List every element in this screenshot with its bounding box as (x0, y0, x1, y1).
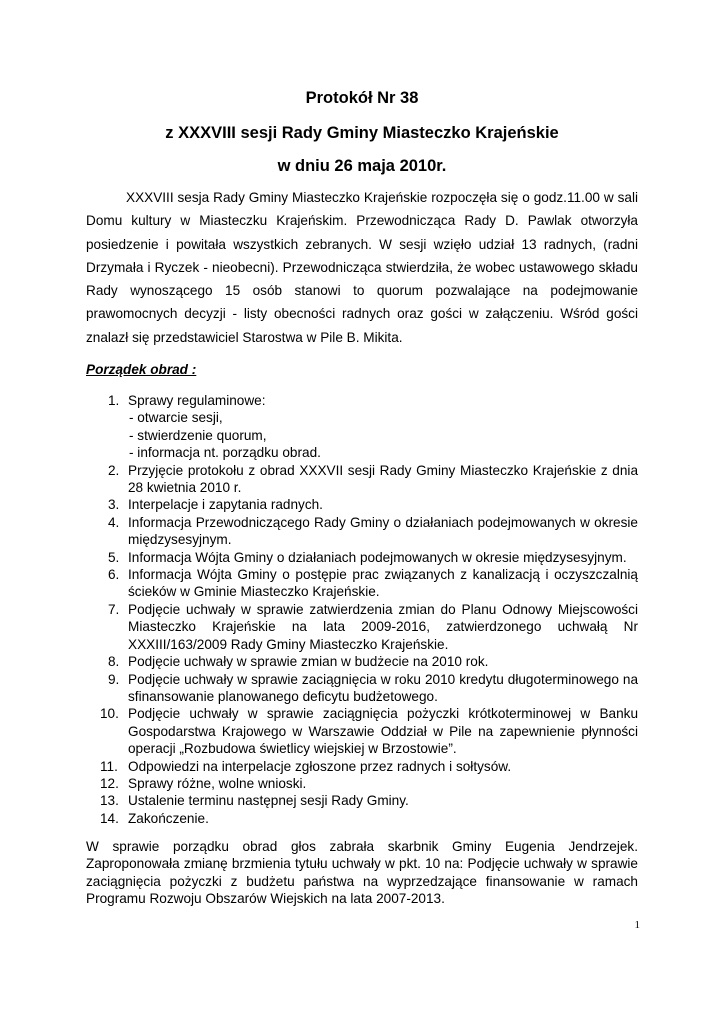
agenda-subitem: - stwierdzenie quorum, (129, 427, 267, 443)
agenda-item-number: 8. (108, 654, 120, 670)
agenda-item (86, 671, 638, 706)
closing-paragraph: W sprawie porządku obrad głos zabrała skarbnik Gminy Eugenia Jendrzejek. Zaproponowała zmianę brzmienia tytułu uchwały w pkt. 10 na: Podjęcie uchwały w sprawie zaciągnięcia pożyczki z budżetu państwa na wyprzedzające finansowanie w ramach Programu Rozwoju Obszarów Wiejskich na lata 2007-2013. (86, 839, 638, 907)
agenda-item-number: 3. (108, 497, 120, 513)
agenda-item-text: Interpelacje i zapytania radnych. (128, 497, 323, 513)
agenda-item-number: 4. (108, 514, 120, 530)
document-subtitle: z XXXVIII sesji Rady Gminy Miasteczko Krajeńskie (165, 124, 559, 142)
agenda-item-text: Przyjęcie protokołu z obrad XXXVII sesji Rady Gminy Miasteczko Krajeńskie z dnia 28 kwietnia 2010 r. (128, 462, 638, 496)
agenda-item (86, 462, 638, 497)
agenda-item-text: Podjęcie uchwały w sprawie zaciągnięcia pożyczki krótkoterminowej w Banku Gospodarstwa Krajowego w Warszawie Oddział w Pile na zapewnienie płynności operacji „Rozbudowa świetlicy wiejskiej w Brzostowie”. (128, 706, 638, 757)
intro-paragraph: XXXVIII sesja Rady Gminy Miasteczko Krajeńskie rozpoczęła się o godz.11.00 w sali Domu kultury w Miasteczku Krajeńskim. Przewodnicząca Rady D. Pawlak otworzyła posiedzenie i powitała wszystkich zebranych. W sesji wzięło udział 13 radnych, (radni Drzymała i Ryczek - nieobecni). Przewodnicząca stwierdziła, że wobec ustawowego składu Rady wynoszącego 15 osób stanowi to quorum pozwalające na podejmowanie prawomocnych decyzji - listy obecności radnych oraz gości w załączeniu. Wśród gości znalazł się przedstawiciel Starostwa w Pile B. Mikita. (86, 190, 638, 345)
agenda-subitem: - informacja nt. porządku obrad. (129, 445, 321, 461)
agenda-item-number: 12. (100, 775, 119, 791)
agenda-item (86, 601, 638, 653)
agenda-item-text: Sprawy różne, wolne wnioski. (128, 775, 307, 791)
agenda-item-text: Odpowiedzi na interpelacje zgłoszone przez radnych i sołtysów. (128, 758, 512, 774)
agenda-item (86, 514, 638, 549)
agenda-item (86, 549, 638, 566)
agenda-item (86, 775, 638, 792)
agenda-item-number: 7. (108, 601, 120, 617)
agenda-item-text: Podjęcie uchwały w sprawie zmian w budżecie na 2010 rok. (128, 654, 489, 670)
document-title: Protokół Nr 38 (305, 89, 419, 107)
agenda-item (86, 653, 638, 670)
agenda-item-number: 2. (108, 462, 120, 478)
agenda-item-number: 13. (100, 793, 119, 809)
agenda-item-text: Informacja Wójta Gminy o działaniach podejmowanych w okresie międzysesyjnym. (128, 549, 627, 565)
page-number: 1 (634, 919, 640, 931)
agenda-item-text: Podjęcie uchwały w sprawie zaciągnięcia w roku 2010 kredytu długoterminowego na sfinansowanie planowanego deficytu budżetowego. (128, 671, 638, 704)
agenda-item-text: Sprawy regulaminowe: (128, 393, 266, 408)
agenda-item-number: 10. (100, 706, 119, 722)
agenda-subitem: - otwarcie sesji, (129, 410, 223, 426)
agenda-item (86, 758, 638, 775)
agenda-item (86, 705, 638, 757)
document-date: w dniu 26 maja 2010r. (277, 157, 447, 175)
agenda-item-number: 1. (108, 393, 120, 408)
agenda-item-number: 9. (108, 671, 120, 687)
agenda-item-text: Informacja Wójta Gminy o postępie prac związanych z kanalizacją i oczyszczalnią ścieków w Gminie Miasteczko Krajeńskie. (128, 567, 638, 600)
agenda-item-text: Ustalenie terminu następnej sesji Rady Gminy. (128, 793, 409, 809)
agenda-item (86, 496, 638, 513)
agenda-item (86, 566, 638, 601)
agenda-heading: Porządek obrad : (86, 362, 197, 377)
agenda-item (86, 792, 638, 809)
agenda-item-number: 5. (108, 549, 120, 565)
agenda-item-number: 14. (100, 810, 119, 826)
agenda-item-text: Zakończenie. (128, 810, 209, 826)
agenda-list (86, 392, 638, 827)
agenda-item-text: Informacja Przewodniczącego Rady Gminy o działaniach podejmowanych w okresie międzysesyjnym. (128, 514, 638, 548)
agenda-item-number: 6. (108, 567, 120, 583)
agenda-item-number: 11. (100, 758, 118, 774)
agenda-item (86, 392, 638, 462)
agenda-item-text: Podjęcie uchwały w sprawie zatwierdzenia zmian do Planu Odnowy Miejscowości Miasteczko Krajeńskie na lata 2009-2016, zatwierdzonego uchwałą Nr XXXIII/163/2009 Rady Gminy Miasteczko Krajeńskie. (128, 601, 638, 652)
agenda-item (86, 810, 638, 827)
